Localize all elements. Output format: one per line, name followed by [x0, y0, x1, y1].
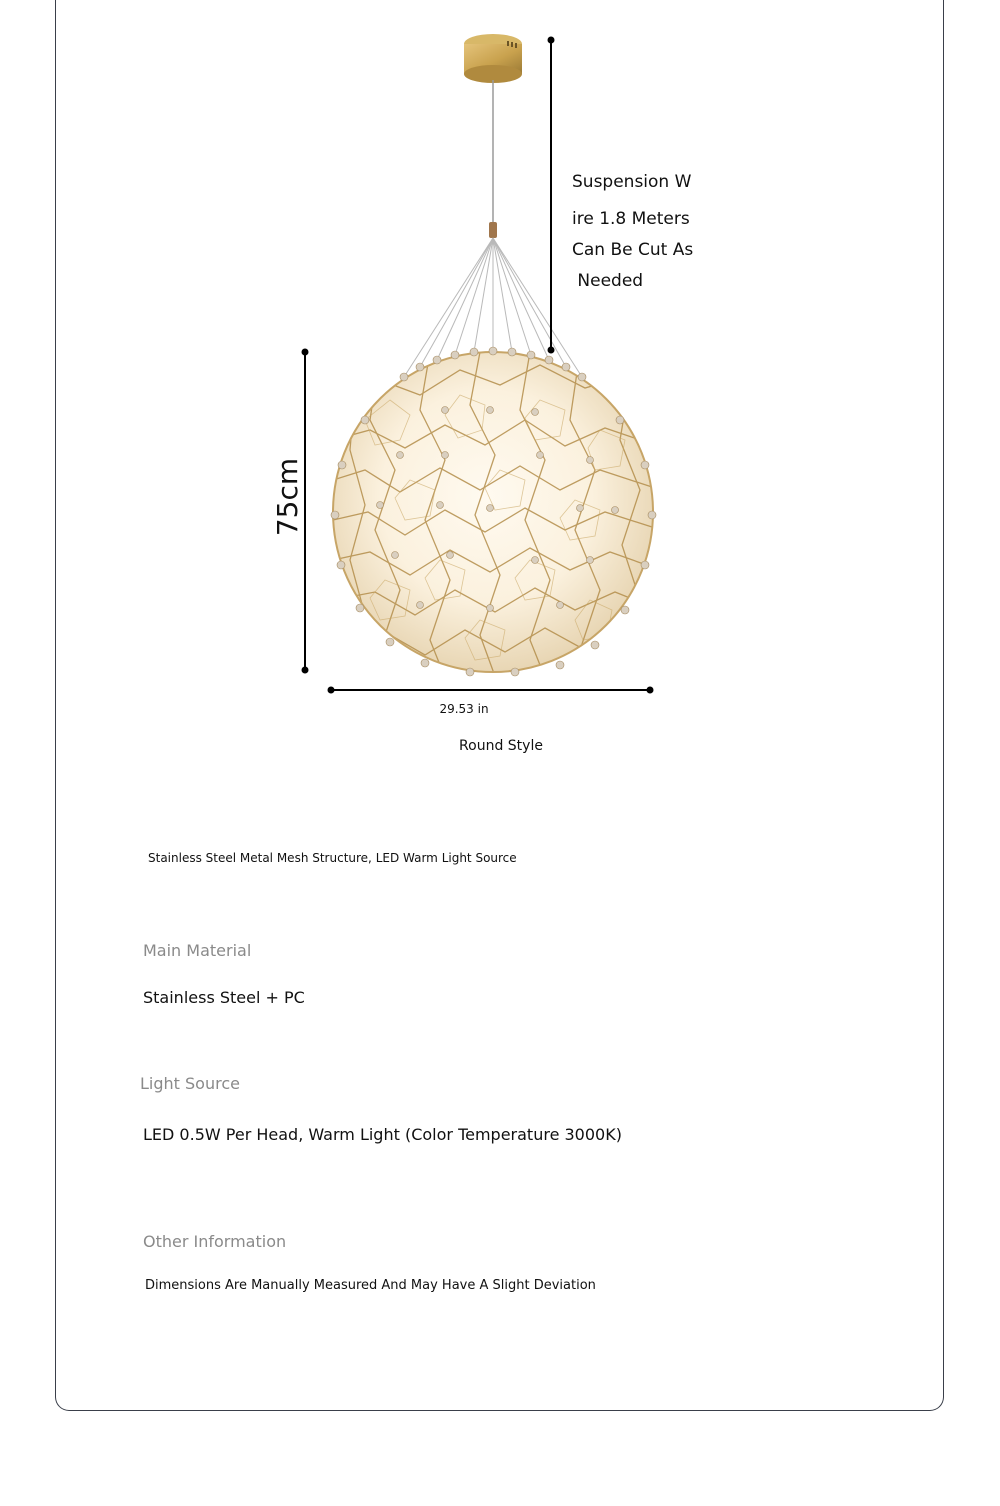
light-source-label: Light Source [140, 1074, 240, 1093]
suspension-wire-note [572, 157, 712, 307]
height-label: 75cm [271, 457, 304, 537]
main-material-label: Main Material [143, 941, 252, 960]
ceiling-canopy [464, 34, 522, 83]
other-information-value: Dimensions Are Manually Measured And May Have A Slight Deviation [145, 1278, 596, 1293]
wire-note-line-1: Suspension W [572, 172, 692, 192]
mesh-sphere [331, 347, 660, 690]
style-label: Round Style [459, 738, 543, 754]
wire-note-line-3: Can Be Cut As [572, 240, 694, 260]
main-material-value: Stainless Steel + PC [143, 988, 305, 1007]
light-source-value: LED 0.5W Per Head, Warm Light (Color Temperature 3000K) [143, 1125, 622, 1144]
width-label: 29.53 in [439, 702, 489, 716]
product-description: Stainless Steel Metal Mesh Structure, LED Warm Light Source [148, 851, 517, 865]
wire-note-line-4: Needed [572, 271, 644, 291]
other-information-label: Other Information [143, 1232, 287, 1251]
wire-note-line-2: ire 1.8 Meters [572, 209, 690, 229]
width-dimension [328, 687, 654, 694]
wire-connector [489, 222, 497, 238]
wire-length-dimension [548, 37, 555, 354]
